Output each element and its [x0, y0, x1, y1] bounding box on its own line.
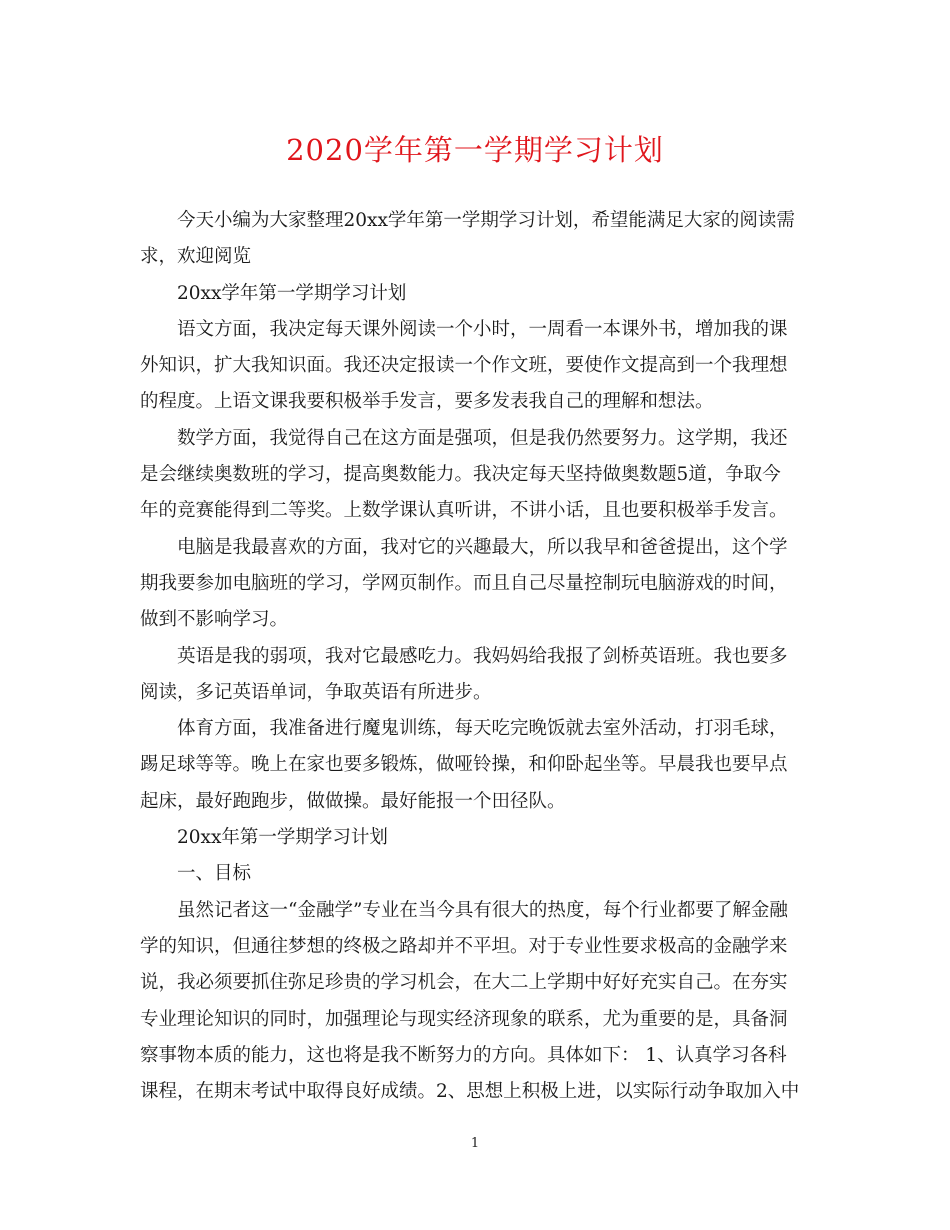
finance-paragraph	[140, 893, 810, 1111]
text-line: 踢足球等等。晚上在家也要多锻炼，做哑铃操，和仰卧起坐等。早晨我也要早点	[140, 754, 788, 776]
intro-paragraph	[140, 203, 810, 276]
sports-paragraph	[140, 711, 810, 820]
document-body	[140, 203, 810, 1110]
text-line: 专业理论知识的同时，加强理论与现实经济现象的联系，尤为重要的是，具备洞	[140, 1008, 788, 1030]
page-number: 1	[470, 1136, 480, 1151]
section-heading: 20xx年第一学期学习计划	[177, 827, 388, 849]
text-line: 阅读，多记英语单词，争取英语有所进步。	[140, 681, 492, 703]
text-line: 做到不影响学习。	[140, 609, 289, 631]
text-line: 今天小编为大家整理20xx学年第一学期学习计划，希望能满足大家的阅读需	[177, 210, 795, 231]
english-paragraph	[140, 639, 810, 712]
math-paragraph	[140, 421, 810, 530]
section-heading: 20xx学年第一学期学习计划	[177, 282, 407, 304]
text-line: 数学方面，我觉得自己在这方面是强项，但是我仍然要努力。这学期，我还	[177, 427, 788, 449]
text-line: 英语是我的弱项，我对它最感吃力。我妈妈给我报了剑桥英语班。我也要多	[177, 645, 788, 667]
text-line: 学的知识，但通往梦想的终极之路却并不平坦。对于专业性要求极高的金融学来	[140, 935, 788, 957]
text-line: 外知识，扩大我知识面。我还决定报读一个作文班，要使作文提高到一个我理想	[140, 355, 788, 377]
text-line: 期我要参加电脑班的学习，学网页制作。而且自己尽量控制玩电脑游戏的时间，	[140, 572, 788, 594]
text-line: 体育方面，我准备进行魔鬼训练，每天吃完晚饭就去室外活动，打羽毛球，	[177, 718, 788, 740]
text-line: 是会继续奥数班的学习，提高奥数能力。我决定每天坚持做奥数题5道，争取今	[140, 464, 781, 486]
document-title: 2020学年第一学期学习计划	[286, 133, 664, 167]
text-line: 语文方面，我决定每天课外阅读一个小时，一周看一本课外书，增加我的课	[177, 318, 788, 340]
text-line: 课程，在期末考试中取得良好成绩。2、思想上积极上进，以实际行动争取加入中	[140, 1081, 800, 1103]
text-line: 说，我必须要抓住弥足珍贵的学习机会，在大二上学期中好好充实自己。在夯实	[140, 972, 788, 994]
text-line: 的程度。上语文课我要积极举手发言，要多发表我自己的理解和想法。	[140, 391, 714, 413]
goal-heading: 一、目标	[177, 863, 252, 885]
text-line: 察事物本质的能力，这也将是我不断努力的方向。具体如下： 1、认真学习各科	[140, 1044, 787, 1066]
computer-paragraph	[140, 530, 810, 639]
text-line: 电脑是我最喜欢的方面，我对它的兴趣最大，所以我早和爸爸提出，这个学	[177, 536, 788, 558]
chinese-paragraph	[140, 312, 810, 421]
text-line: 起床，最好跑跑步，做做操。最好能报一个田径队。	[140, 790, 566, 812]
text-line: 虽然记者这一“金融学”专业在当今具有很大的热度，每个行业都要了解金融	[177, 899, 788, 921]
text-line: 求，欢迎阅览	[140, 246, 252, 268]
text-line: 年的竞赛能得到二等奖。上数学课认真听讲，不讲小话，且也要积极举手发言。	[140, 500, 788, 522]
